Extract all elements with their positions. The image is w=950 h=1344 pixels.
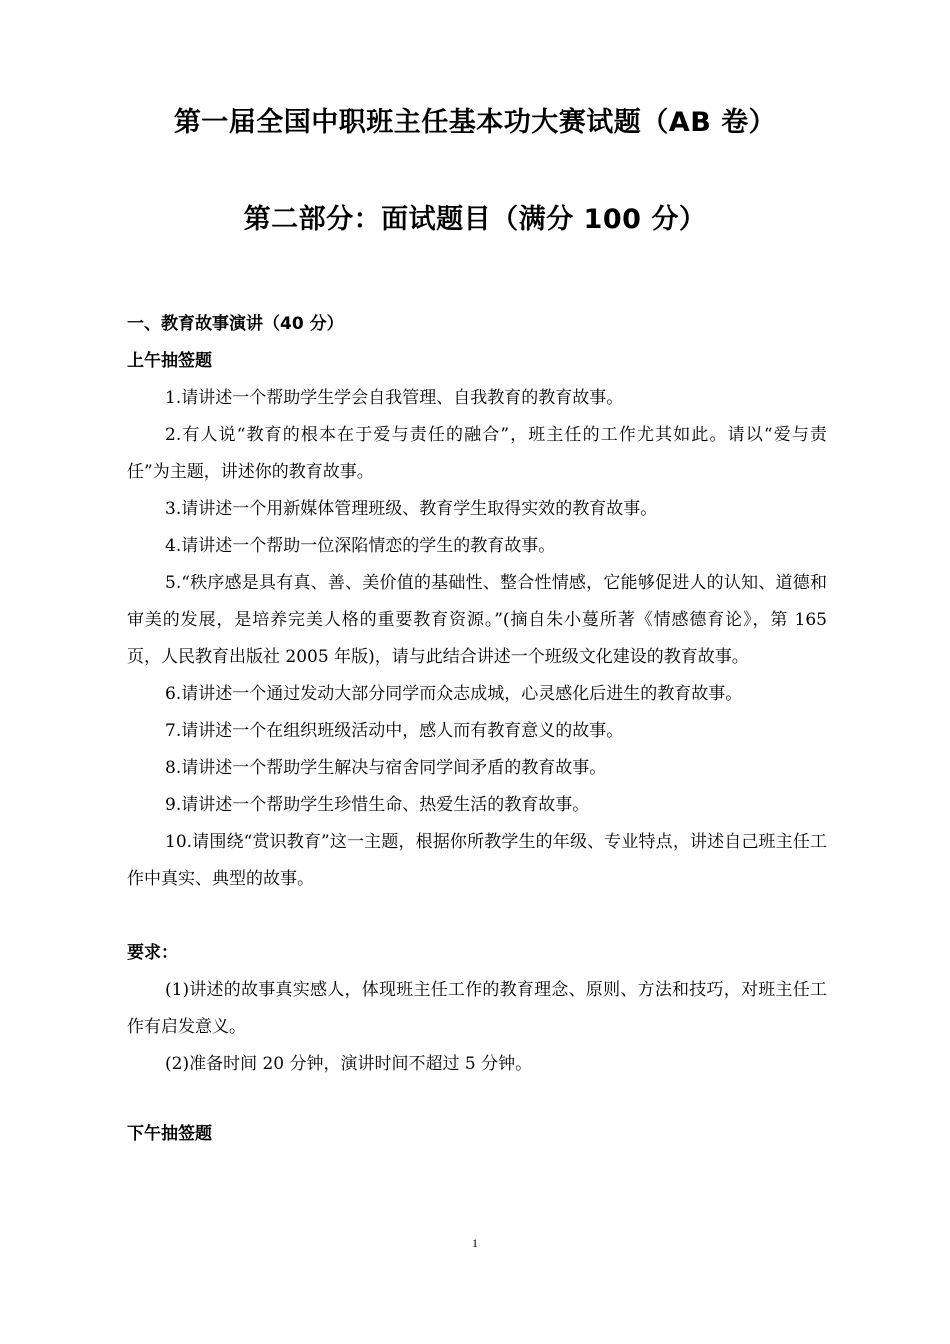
question-5: 5.“秩序感是具有真、善、美价值的基础性、整合性情感，它能够促进人的认知、道德和审美的发展，是培养完美人格的重要教育资源。”(摘自朱小蔓所著《情感德育论》，第 165 页，人民教育出版社 2005 年版)，请与此结合讲述一个班级文化建设的教育故事。 bbox=[127, 573, 827, 667]
document-title: 第一届全国中职班主任基本功大赛试题（AB 卷） bbox=[173, 107, 777, 138]
question-1: 1.请讲述一个帮助学生学会自我管理、自我教育的教育故事。 bbox=[165, 388, 624, 408]
requirement-1: (1)讲述的故事真实感人，体现班主任工作的教育理念、原则、方法和技巧，对班主任工作有启发意义。 bbox=[127, 980, 827, 1037]
question-10: 10.请围绕“赏识教育”这一主题，根据你所教学生的年级、专业特点，讲述自己班主任工作中真实、典型的故事。 bbox=[127, 832, 827, 889]
spacer bbox=[127, 1083, 827, 1116]
spacer bbox=[127, 898, 827, 935]
question-6: 6.请讲述一个通过发动大部分同学而众志成城，心灵感化后进生的教育故事。 bbox=[165, 684, 743, 704]
page-number: 1 bbox=[472, 1236, 478, 1250]
document-subtitle: 第二部分：面试题目（满分 100 分） bbox=[243, 204, 707, 235]
question-9: 9.请讲述一个帮助学生珍惜生命、热爱生活的教育故事。 bbox=[165, 795, 590, 815]
requirements-heading: 要求： bbox=[127, 943, 178, 963]
question-7: 7.请讲述一个在组织班级活动中，感人而有教育意义的故事。 bbox=[165, 721, 624, 741]
requirement-2: (2)准备时间 20 分钟，演讲时间不超过 5 分钟。 bbox=[165, 1054, 533, 1074]
question-4: 4.请讲述一个帮助一位深陷情恋的学生的教育故事。 bbox=[165, 536, 556, 556]
question-2: 2.有人说“教育的根本在于爱与责任的融合”，班主任的工作尤其如此。请以“爱与责任”为主题，讲述你的教育故事。 bbox=[127, 425, 827, 482]
question-3: 3.请讲述一个用新媒体管理班级、教育学生取得实效的教育故事。 bbox=[165, 499, 658, 519]
document-body bbox=[127, 306, 827, 1153]
question-8: 8.请讲述一个帮助学生解决与宿舍同学间矛盾的教育故事。 bbox=[165, 758, 607, 778]
morning-heading: 上午抽签题 bbox=[127, 351, 212, 371]
section-heading: 一、教育故事演讲（40 分） bbox=[127, 314, 344, 334]
afternoon-heading: 下午抽签题 bbox=[127, 1124, 212, 1144]
